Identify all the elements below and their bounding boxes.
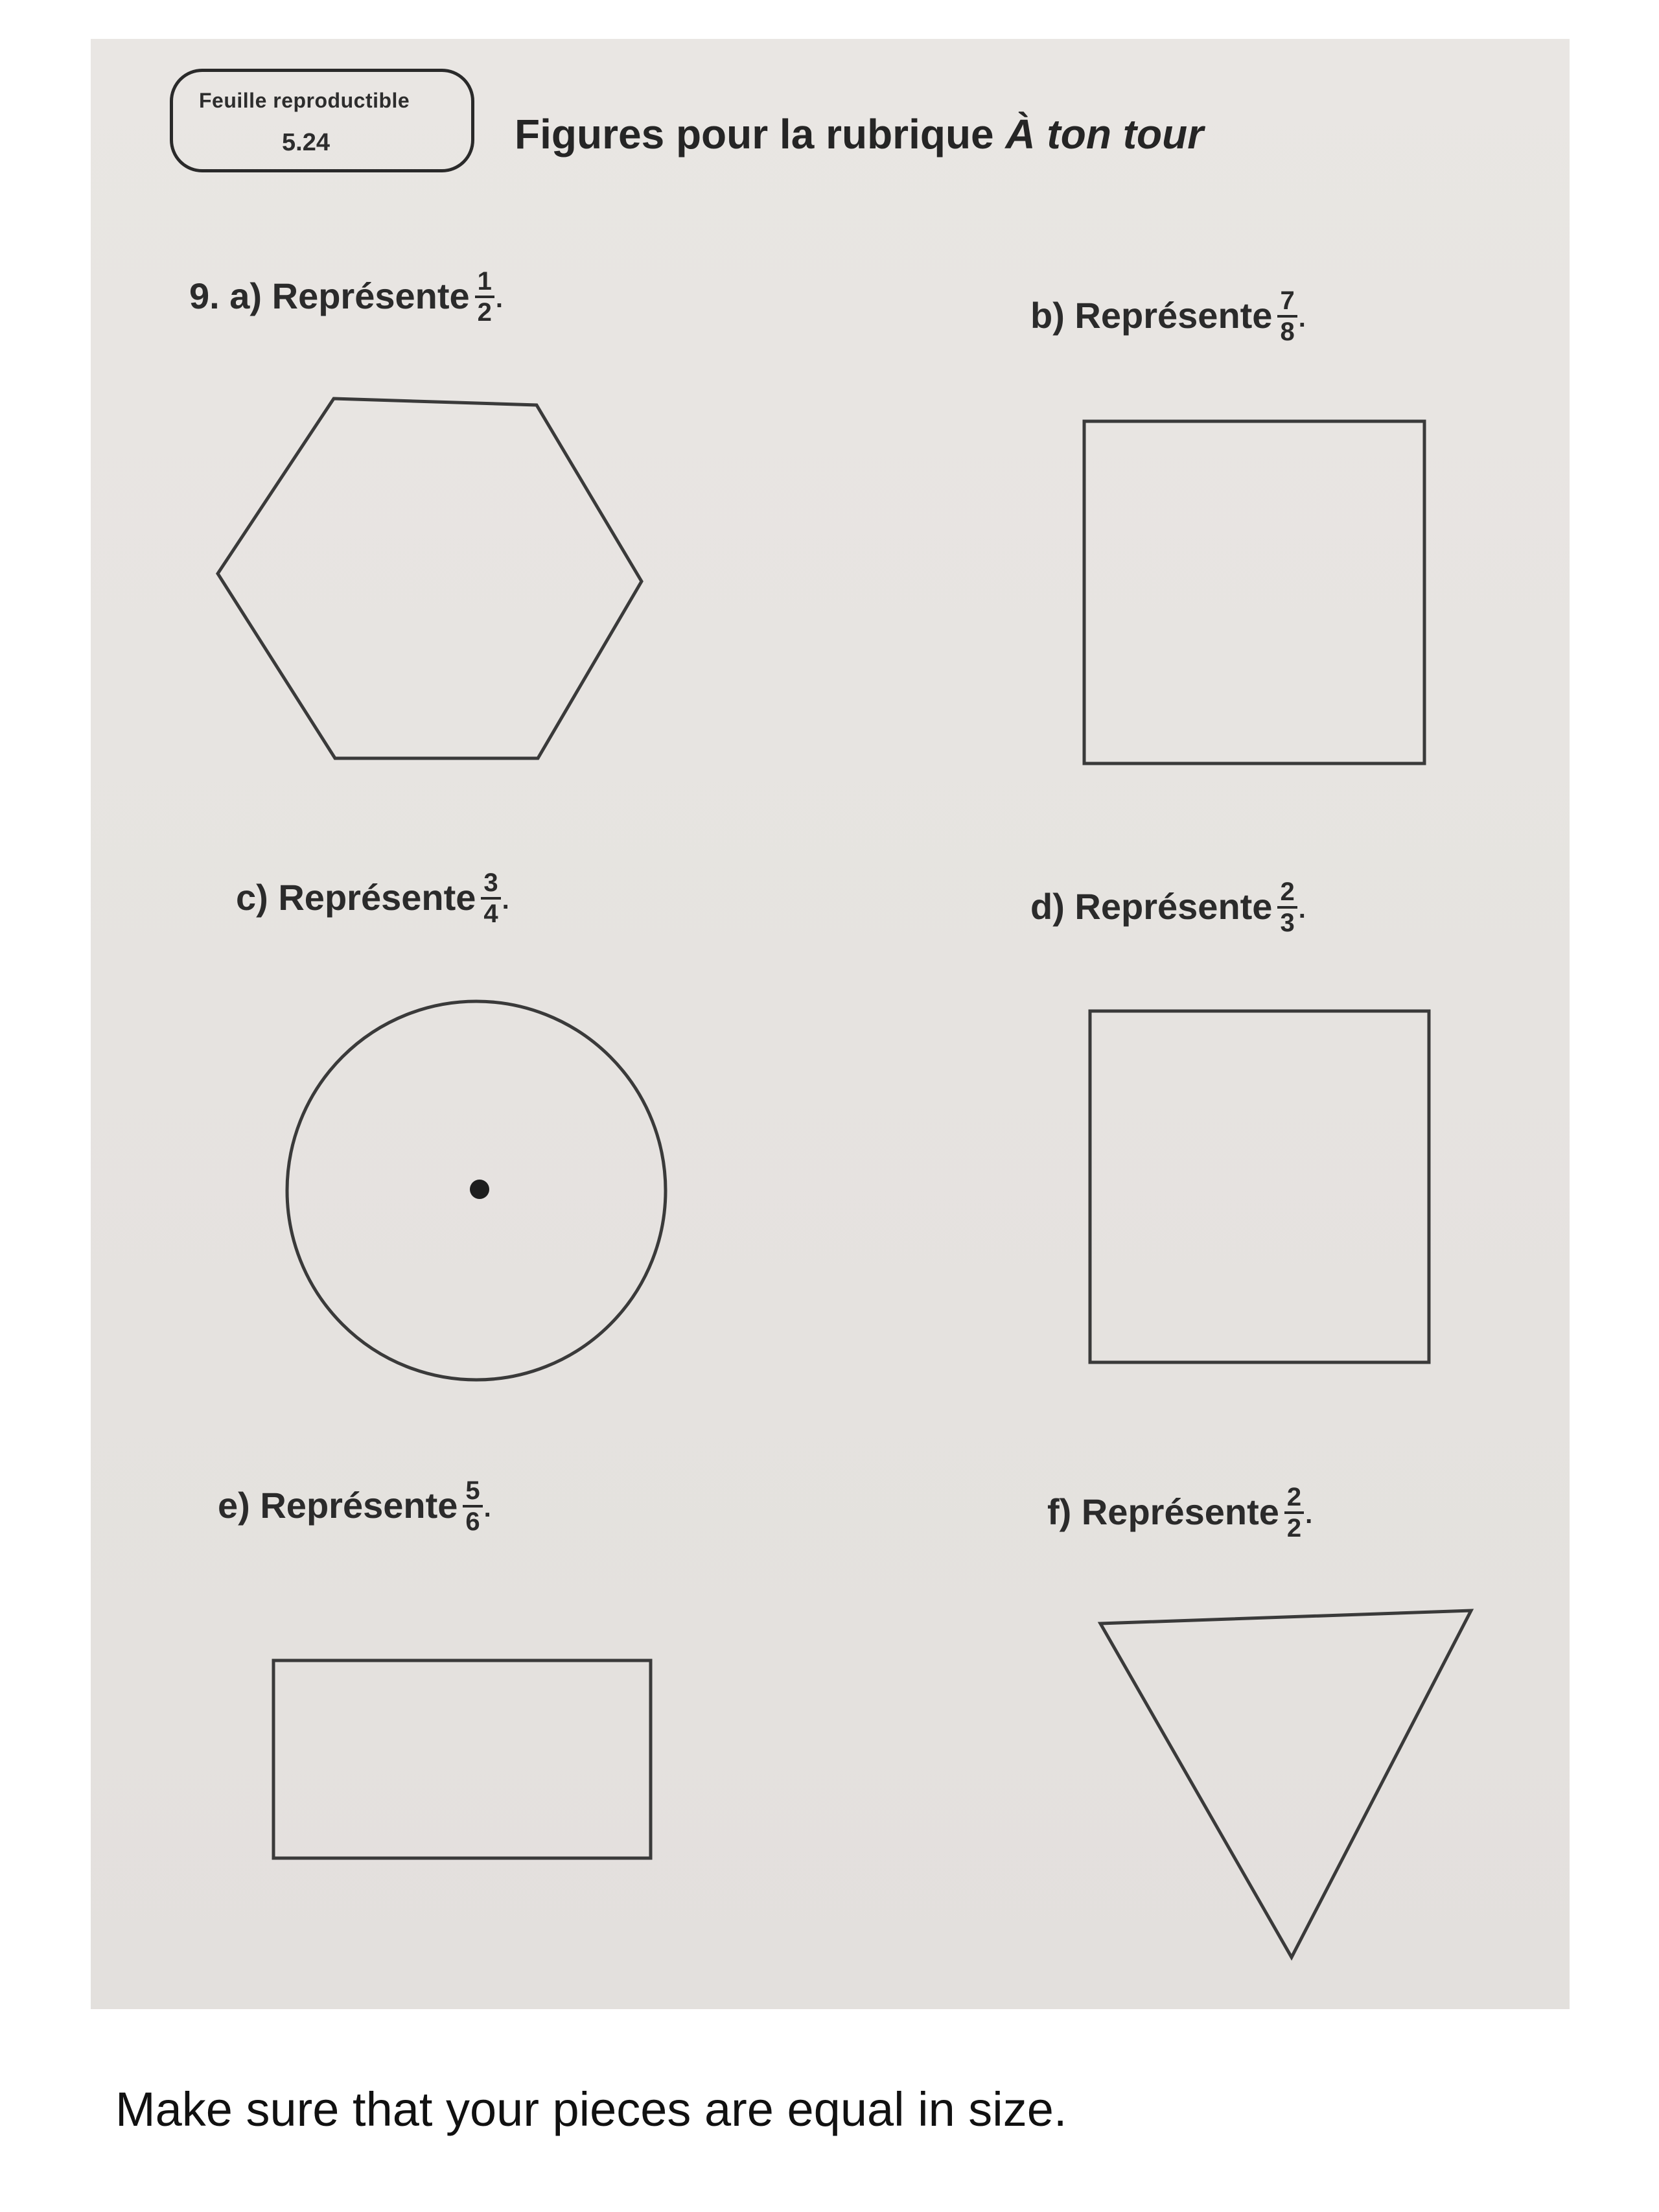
item-letter: c) bbox=[236, 876, 268, 918]
item-letter: b) bbox=[1030, 294, 1065, 336]
item-letter: f) bbox=[1047, 1491, 1072, 1532]
fraction-denominator: 2 bbox=[1286, 1514, 1302, 1543]
badge-title: Feuille reproductible bbox=[199, 89, 410, 112]
item-word: Représente bbox=[1074, 885, 1273, 927]
circle-center-dot bbox=[470, 1180, 489, 1199]
fraction-denominator: 6 bbox=[465, 1508, 480, 1536]
period: . bbox=[1298, 895, 1306, 924]
item-word: Représente bbox=[1081, 1491, 1279, 1532]
item-letter: d) bbox=[1030, 885, 1065, 927]
exercise-number: 9. bbox=[189, 275, 220, 316]
fraction-denominator: 4 bbox=[483, 900, 498, 928]
fraction-numerator: 2 bbox=[1277, 879, 1297, 909]
fraction-denominator: 2 bbox=[477, 298, 492, 327]
fraction-denominator: 8 bbox=[1280, 318, 1295, 346]
inverted-triangle-figure bbox=[1100, 1611, 1471, 1957]
fraction-numerator: 2 bbox=[1284, 1484, 1304, 1514]
item-word: Représente bbox=[260, 1484, 458, 1526]
fraction-numerator: 5 bbox=[463, 1478, 482, 1508]
square-figure-d bbox=[1090, 1011, 1429, 1362]
worksheet-photo bbox=[91, 39, 1570, 2009]
item-letter: e) bbox=[218, 1484, 250, 1526]
square-figure-b bbox=[1084, 421, 1424, 763]
fraction-numerator: 7 bbox=[1277, 288, 1297, 318]
page-title-italic: À ton tour bbox=[1005, 111, 1204, 157]
period: . bbox=[502, 886, 509, 914]
rectangle-figure bbox=[273, 1660, 651, 1858]
period: . bbox=[1298, 304, 1306, 332]
item-word: Représente bbox=[278, 876, 476, 918]
fraction-numerator: 3 bbox=[481, 870, 500, 900]
badge-number: 5.24 bbox=[282, 129, 330, 156]
fraction-denominator: 3 bbox=[1280, 909, 1295, 937]
footer-instruction: Make sure that your pieces are equal in size. bbox=[115, 2082, 1067, 2136]
period: . bbox=[495, 285, 504, 313]
item-word: Représente bbox=[272, 275, 470, 316]
period: . bbox=[1305, 1500, 1313, 1529]
period: . bbox=[483, 1494, 491, 1522]
item-letter: a) bbox=[229, 275, 262, 316]
hexagon-figure bbox=[218, 399, 642, 758]
item-word: Représente bbox=[1074, 294, 1273, 336]
figure-shapes bbox=[91, 39, 1570, 2009]
fraction-numerator: 1 bbox=[475, 268, 494, 298]
page-title-prefix: Figures pour la rubrique bbox=[515, 111, 1006, 157]
